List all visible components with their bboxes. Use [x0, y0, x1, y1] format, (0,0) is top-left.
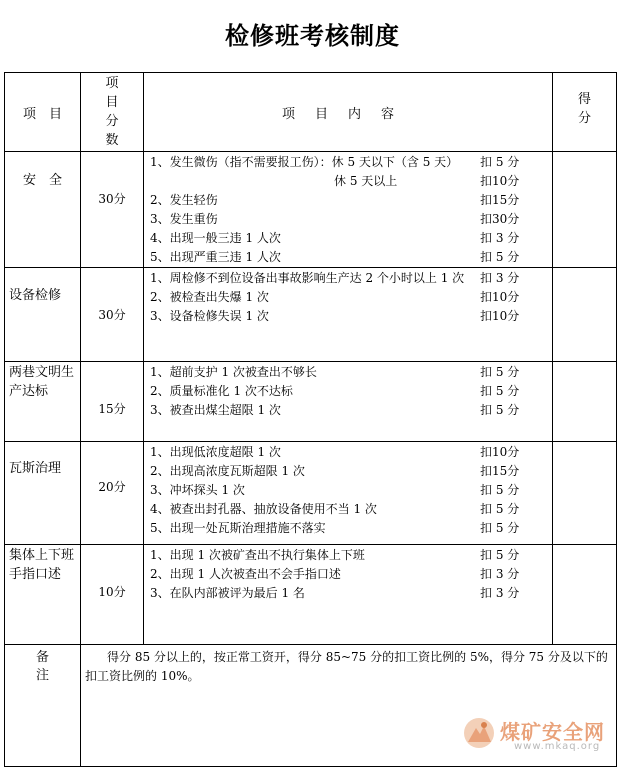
list-item: 2、质量标准化 1 次不达标 扣 5 分	[150, 384, 520, 398]
watermark	[462, 716, 622, 756]
item-score: 30分	[81, 268, 144, 362]
item-content	[144, 152, 553, 268]
list-item: 3、发生重伤 扣30分	[150, 212, 520, 226]
table-row	[5, 268, 617, 362]
watermark-url: www.mkaq.org	[514, 741, 601, 752]
item-name: 安 全	[5, 152, 81, 268]
list-item: 1、周检修不到位设备出事故影响生产达 2 个小时以上 1 次 扣 3 分	[150, 271, 520, 285]
item-name: 两巷文明生产达标	[5, 362, 81, 442]
list-item: 5、出现严重三违 1 人次 扣 5 分	[150, 250, 520, 264]
list-item: 休 5 天以上 扣10分	[334, 174, 520, 188]
points-cell	[553, 545, 617, 645]
header-score: 项 目 分 数	[81, 73, 144, 152]
list-item: 3、设备检修失误 1 次 扣10分	[150, 309, 520, 323]
list-item: 2、被检查出失爆 1 次 扣10分	[150, 290, 520, 304]
list-item: 1、发生微伤（指不需要报工伤）：休 5 天以下（含 5 天） 扣 5 分	[150, 155, 520, 169]
list-item: 2、出现 1 人次被查出不会手指口述 扣 3 分	[150, 567, 520, 581]
item-score: 20分	[81, 442, 144, 545]
item-content	[144, 545, 553, 645]
item-name: 集体上下班手指口述	[5, 545, 81, 645]
item-content	[144, 268, 553, 362]
header-points: 得 分	[553, 73, 617, 152]
points-cell	[553, 362, 617, 442]
table-row	[5, 362, 617, 442]
item-content	[144, 442, 553, 545]
item-name: 设备检修	[5, 268, 81, 362]
list-item: 3、被查出煤尘超限 1 次 扣 5 分	[150, 403, 520, 417]
list-item: 2、发生轻伤 扣15分	[150, 193, 520, 207]
points-cell	[553, 152, 617, 268]
list-item: 3、冲坏探头 1 次 扣 5 分	[150, 483, 520, 497]
list-item: 4、被查出封孔器、抽放设备使用不当 1 次 扣 5 分	[150, 502, 520, 516]
points-cell	[553, 268, 617, 362]
note-text: 得分 85 分以上的，按正常工资开，得分 85~75 分的扣工资比例的 5%，得分 75 分及以下的扣工资比例的 10%。	[81, 645, 617, 767]
list-item: 1、出现低浓度超限 1 次 扣10分	[150, 445, 520, 459]
list-item: 5、出现一处瓦斯治理措施不落实 扣 5 分	[150, 521, 520, 535]
list-item: 4、出现一般三违 1 人次 扣 3 分	[150, 231, 520, 245]
document-title: 检修班考核制度	[225, 21, 400, 50]
assessment-table	[4, 72, 617, 767]
header-row	[5, 73, 617, 152]
watermark-name: 煤矿安全网	[500, 720, 605, 744]
list-item: 2、出现高浓度瓦斯超限 1 次 扣15分	[150, 464, 520, 478]
table-row	[5, 545, 617, 645]
table-row	[5, 442, 617, 545]
note-label: 备 注	[5, 645, 81, 767]
item-name: 瓦斯治理	[5, 442, 81, 545]
header-content: 项目内容	[144, 73, 553, 152]
item-content	[144, 362, 553, 442]
table-row	[5, 152, 617, 268]
list-item: 3、在队内部被评为最后 1 名 扣 3 分	[150, 586, 520, 600]
header-item: 项 目	[5, 73, 81, 152]
item-score: 10分	[81, 545, 144, 645]
item-score: 15分	[81, 362, 144, 442]
list-item: 1、超前支护 1 次被查出不够长 扣 5 分	[150, 365, 520, 379]
item-score: 30分	[81, 152, 144, 268]
mine-logo-icon	[462, 716, 496, 750]
points-cell	[553, 442, 617, 545]
list-item: 1、出现 1 次被矿查出不执行集体上下班 扣 5 分	[150, 548, 520, 562]
